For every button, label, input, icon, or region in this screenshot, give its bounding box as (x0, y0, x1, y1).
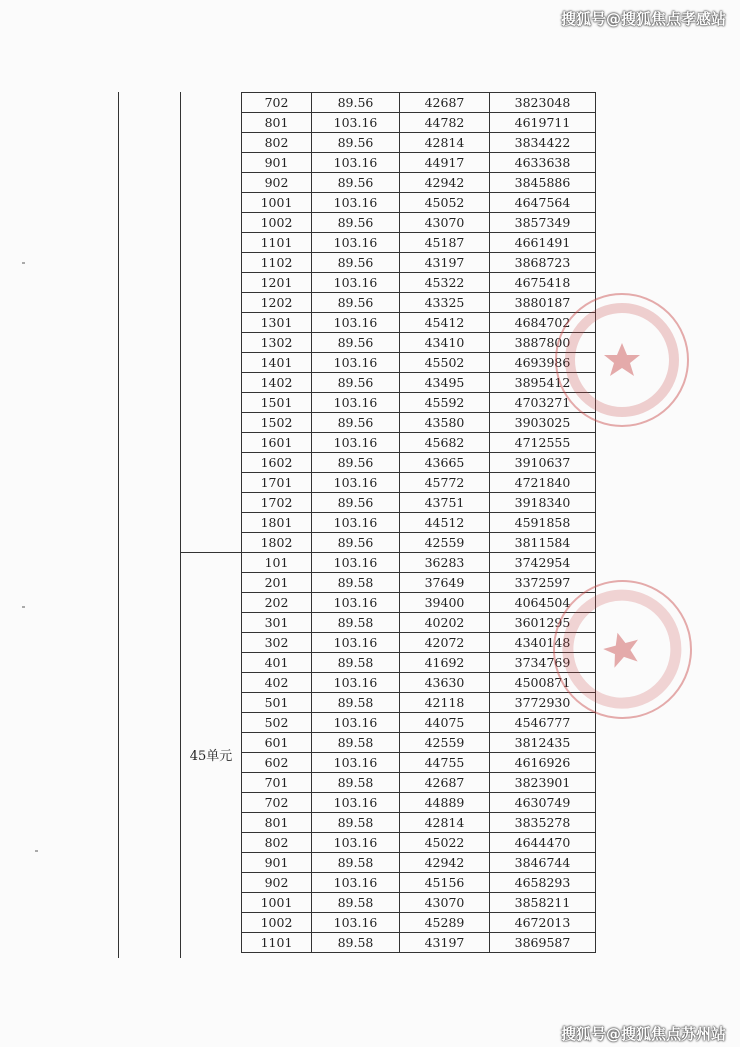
total-price-cell: 4633638 (490, 153, 596, 173)
table-row (242, 833, 596, 853)
unit-price-cell: 43197 (400, 253, 490, 273)
unit-price-cell: 42942 (400, 853, 490, 873)
area-cell: 89.58 (312, 933, 400, 953)
room-number-cell: 302 (242, 633, 312, 653)
total-price-cell: 4630749 (490, 793, 596, 813)
unit-price-cell: 43197 (400, 933, 490, 953)
total-price-cell: 3910637 (490, 453, 596, 473)
room-number-cell: 702 (242, 793, 312, 813)
area-cell: 103.16 (312, 433, 400, 453)
area-cell: 89.58 (312, 573, 400, 593)
unit-price-cell: 42118 (400, 693, 490, 713)
total-price-cell: 4064504 (490, 593, 596, 613)
total-price-cell: 4712555 (490, 433, 596, 453)
total-price-cell: 4658293 (490, 873, 596, 893)
total-price-cell: 3772930 (490, 693, 596, 713)
room-number-cell: 1302 (242, 333, 312, 353)
room-number-cell: 402 (242, 673, 312, 693)
room-number-cell: 1502 (242, 413, 312, 433)
table-row (242, 653, 596, 673)
table-row (242, 853, 596, 873)
unit-price-cell: 45022 (400, 833, 490, 853)
room-number-cell: 101 (242, 553, 312, 573)
unit-price-cell: 45682 (400, 433, 490, 453)
area-cell: 89.56 (312, 173, 400, 193)
total-price-cell: 3812435 (490, 733, 596, 753)
unit-price-cell: 44889 (400, 793, 490, 813)
table-row (242, 913, 596, 933)
area-cell: 89.56 (312, 333, 400, 353)
table-row (242, 753, 596, 773)
room-number-cell: 1201 (242, 273, 312, 293)
unit-price-cell: 43070 (400, 893, 490, 913)
room-number-cell: 1101 (242, 933, 312, 953)
table-row (242, 193, 596, 213)
area-cell: 103.16 (312, 633, 400, 653)
area-cell: 89.56 (312, 133, 400, 153)
unit-label: 45单元 (189, 749, 233, 764)
scan-speck (35, 850, 38, 852)
area-cell: 103.16 (312, 753, 400, 773)
area-cell: 103.16 (312, 913, 400, 933)
room-number-cell: 1102 (242, 253, 312, 273)
unit-price-cell: 45592 (400, 393, 490, 413)
table-row (242, 293, 596, 313)
total-price-cell: 4672013 (490, 913, 596, 933)
room-number-cell: 1101 (242, 233, 312, 253)
table-row (242, 613, 596, 633)
unit-price-cell: 45502 (400, 353, 490, 373)
total-price-cell: 3601295 (490, 613, 596, 633)
area-cell: 89.58 (312, 653, 400, 673)
total-price-cell: 4721840 (490, 473, 596, 493)
unit-price-cell: 42814 (400, 133, 490, 153)
total-price-cell: 4500871 (490, 673, 596, 693)
unit-price-cell: 43665 (400, 453, 490, 473)
unit-price-cell: 44512 (400, 513, 490, 533)
area-cell: 89.56 (312, 453, 400, 473)
total-price-cell: 3846744 (490, 853, 596, 873)
watermark-bottom: 搜狐号@搜狐焦点苏州站 (560, 1025, 726, 1043)
total-price-cell: 3880187 (490, 293, 596, 313)
unit-price-cell: 43410 (400, 333, 490, 353)
unit-price-cell: 45156 (400, 873, 490, 893)
room-number-cell: 202 (242, 593, 312, 613)
room-number-cell: 1402 (242, 373, 312, 393)
room-number-cell: 401 (242, 653, 312, 673)
table-row (242, 453, 596, 473)
room-number-cell: 702 (242, 93, 312, 113)
room-number-cell: 1702 (242, 493, 312, 513)
total-price-cell: 3887800 (490, 333, 596, 353)
total-price-cell: 3823901 (490, 773, 596, 793)
unit-price-cell: 43325 (400, 293, 490, 313)
seal-star-icon (557, 295, 687, 425)
area-cell: 89.58 (312, 733, 400, 753)
total-price-cell: 3868723 (490, 253, 596, 273)
room-number-cell: 701 (242, 773, 312, 793)
total-price-cell: 3918340 (490, 493, 596, 513)
area-cell: 103.16 (312, 553, 400, 573)
unit-price-cell: 45187 (400, 233, 490, 253)
room-number-cell: 1501 (242, 393, 312, 413)
room-number-cell: 901 (242, 153, 312, 173)
area-cell: 103.16 (312, 393, 400, 413)
table-row (242, 393, 596, 413)
total-price-cell: 4644470 (490, 833, 596, 853)
total-price-cell: 4693986 (490, 353, 596, 373)
area-cell: 103.16 (312, 273, 400, 293)
table-row (242, 353, 596, 373)
unit-price-cell: 42072 (400, 633, 490, 653)
total-price-cell: 3742954 (490, 553, 596, 573)
table-row (242, 773, 596, 793)
area-cell: 103.16 (312, 193, 400, 213)
table-row (242, 313, 596, 333)
table-row (242, 333, 596, 353)
room-number-cell: 802 (242, 833, 312, 853)
room-number-cell: 1001 (242, 893, 312, 913)
unit-price-cell: 45412 (400, 313, 490, 333)
table-row (242, 113, 596, 133)
table-row (242, 553, 596, 573)
total-price-cell: 4340148 (490, 633, 596, 653)
total-price-cell: 4661491 (490, 233, 596, 253)
room-number-cell: 301 (242, 613, 312, 633)
table-row (242, 733, 596, 753)
table-row (242, 513, 596, 533)
total-price-cell: 3845886 (490, 173, 596, 193)
unit-price-cell: 37649 (400, 573, 490, 593)
table-row (242, 693, 596, 713)
table-row (242, 793, 596, 813)
area-cell: 103.16 (312, 833, 400, 853)
unit-price-cell: 43751 (400, 493, 490, 513)
unit-price-cell: 43070 (400, 213, 490, 233)
outer-left-border (118, 92, 119, 958)
total-price-cell: 4616926 (490, 753, 596, 773)
room-number-cell: 1401 (242, 353, 312, 373)
area-cell: 89.56 (312, 373, 400, 393)
table-row (242, 413, 596, 433)
unit-price-cell: 45052 (400, 193, 490, 213)
total-price-cell: 3734769 (490, 653, 596, 673)
unit-price-cell: 42559 (400, 733, 490, 753)
price-table-container (241, 92, 596, 953)
room-number-cell: 901 (242, 853, 312, 873)
area-cell: 103.16 (312, 153, 400, 173)
unit-price-cell: 43495 (400, 373, 490, 393)
room-number-cell: 902 (242, 173, 312, 193)
room-number-cell: 1801 (242, 513, 312, 533)
total-price-cell: 4703271 (490, 393, 596, 413)
table-row (242, 893, 596, 913)
room-number-cell: 1202 (242, 293, 312, 313)
total-price-cell: 3372597 (490, 573, 596, 593)
unit-price-cell: 44917 (400, 153, 490, 173)
table-row (242, 873, 596, 893)
area-cell: 89.56 (312, 533, 400, 553)
company-seal-stamp (555, 293, 689, 427)
area-cell: 89.58 (312, 893, 400, 913)
room-number-cell: 1001 (242, 193, 312, 213)
table-row (242, 673, 596, 693)
room-number-cell: 602 (242, 753, 312, 773)
area-cell: 89.58 (312, 813, 400, 833)
room-number-cell: 502 (242, 713, 312, 733)
unit-price-cell: 44782 (400, 113, 490, 133)
area-cell: 89.56 (312, 293, 400, 313)
unit-price-cell: 41692 (400, 653, 490, 673)
table-row (242, 153, 596, 173)
total-price-cell: 3857349 (490, 213, 596, 233)
total-price-cell: 3869587 (490, 933, 596, 953)
room-number-cell: 1002 (242, 213, 312, 233)
unit-price-cell: 45322 (400, 273, 490, 293)
area-cell: 103.16 (312, 513, 400, 533)
area-cell: 103.16 (312, 673, 400, 693)
unit-price-cell: 39400 (400, 593, 490, 613)
unit-price-cell: 42559 (400, 533, 490, 553)
total-price-cell: 3903025 (490, 413, 596, 433)
table-row (242, 133, 596, 153)
table-row (242, 633, 596, 653)
unit-price-cell: 44075 (400, 713, 490, 733)
total-price-cell: 3858211 (490, 893, 596, 913)
area-cell: 89.56 (312, 213, 400, 233)
table-row (242, 573, 596, 593)
total-price-cell: 3834422 (490, 133, 596, 153)
total-price-cell: 3823048 (490, 93, 596, 113)
table-row (242, 373, 596, 393)
watermark-top: 搜狐号@搜狐焦点孝感站 (560, 10, 726, 28)
table-row (242, 253, 596, 273)
total-price-cell: 4619711 (490, 113, 596, 133)
table-row (242, 813, 596, 833)
area-cell: 89.56 (312, 93, 400, 113)
total-price-cell: 4675418 (490, 273, 596, 293)
area-cell: 103.16 (312, 113, 400, 133)
table-row (242, 433, 596, 453)
table-row (242, 933, 596, 953)
area-cell: 103.16 (312, 353, 400, 373)
room-number-cell: 601 (242, 733, 312, 753)
room-number-cell: 1602 (242, 453, 312, 473)
total-price-cell: 4647564 (490, 193, 596, 213)
room-number-cell: 801 (242, 113, 312, 133)
table-row (242, 233, 596, 253)
total-price-cell: 3811584 (490, 533, 596, 553)
table-row (242, 173, 596, 193)
unit-divider-line (180, 552, 241, 553)
room-number-cell: 1802 (242, 533, 312, 553)
room-number-cell: 1301 (242, 313, 312, 333)
price-table (241, 92, 596, 953)
table-row (242, 93, 596, 113)
area-cell: 89.58 (312, 613, 400, 633)
table-row (242, 473, 596, 493)
area-cell: 103.16 (312, 593, 400, 613)
area-cell: 103.16 (312, 473, 400, 493)
scan-speck (22, 606, 25, 608)
unit-price-cell: 42942 (400, 173, 490, 193)
room-number-cell: 201 (242, 573, 312, 593)
total-price-cell: 3895412 (490, 373, 596, 393)
area-cell: 103.16 (312, 713, 400, 733)
room-number-cell: 1701 (242, 473, 312, 493)
total-price-cell: 3835278 (490, 813, 596, 833)
area-cell: 89.58 (312, 693, 400, 713)
unit-price-cell: 40202 (400, 613, 490, 633)
room-number-cell: 902 (242, 873, 312, 893)
area-cell: 103.16 (312, 873, 400, 893)
room-number-cell: 802 (242, 133, 312, 153)
scan-speck (22, 262, 25, 264)
total-price-cell: 4684702 (490, 313, 596, 333)
table-row (242, 213, 596, 233)
table-row (242, 533, 596, 553)
room-number-cell: 501 (242, 693, 312, 713)
table-row (242, 713, 596, 733)
total-price-cell: 4591858 (490, 513, 596, 533)
room-number-cell: 1002 (242, 913, 312, 933)
unit-price-cell: 45289 (400, 913, 490, 933)
area-cell: 103.16 (312, 793, 400, 813)
area-cell: 89.56 (312, 253, 400, 273)
area-cell: 89.58 (312, 853, 400, 873)
unit-price-cell: 43580 (400, 413, 490, 433)
area-cell: 89.56 (312, 493, 400, 513)
total-price-cell: 4546777 (490, 713, 596, 733)
area-cell: 89.56 (312, 413, 400, 433)
unit-price-cell: 36283 (400, 553, 490, 573)
table-row (242, 493, 596, 513)
area-cell: 103.16 (312, 313, 400, 333)
price-table-body (242, 93, 596, 953)
area-cell: 89.58 (312, 773, 400, 793)
table-row (242, 273, 596, 293)
unit-price-cell: 44755 (400, 753, 490, 773)
unit-price-cell: 43630 (400, 673, 490, 693)
room-number-cell: 1601 (242, 433, 312, 453)
unit-column-border (180, 92, 181, 958)
unit-price-cell: 42687 (400, 773, 490, 793)
room-number-cell: 801 (242, 813, 312, 833)
unit-price-cell: 42814 (400, 813, 490, 833)
area-cell: 103.16 (312, 233, 400, 253)
unit-price-cell: 45772 (400, 473, 490, 493)
unit-price-cell: 42687 (400, 93, 490, 113)
